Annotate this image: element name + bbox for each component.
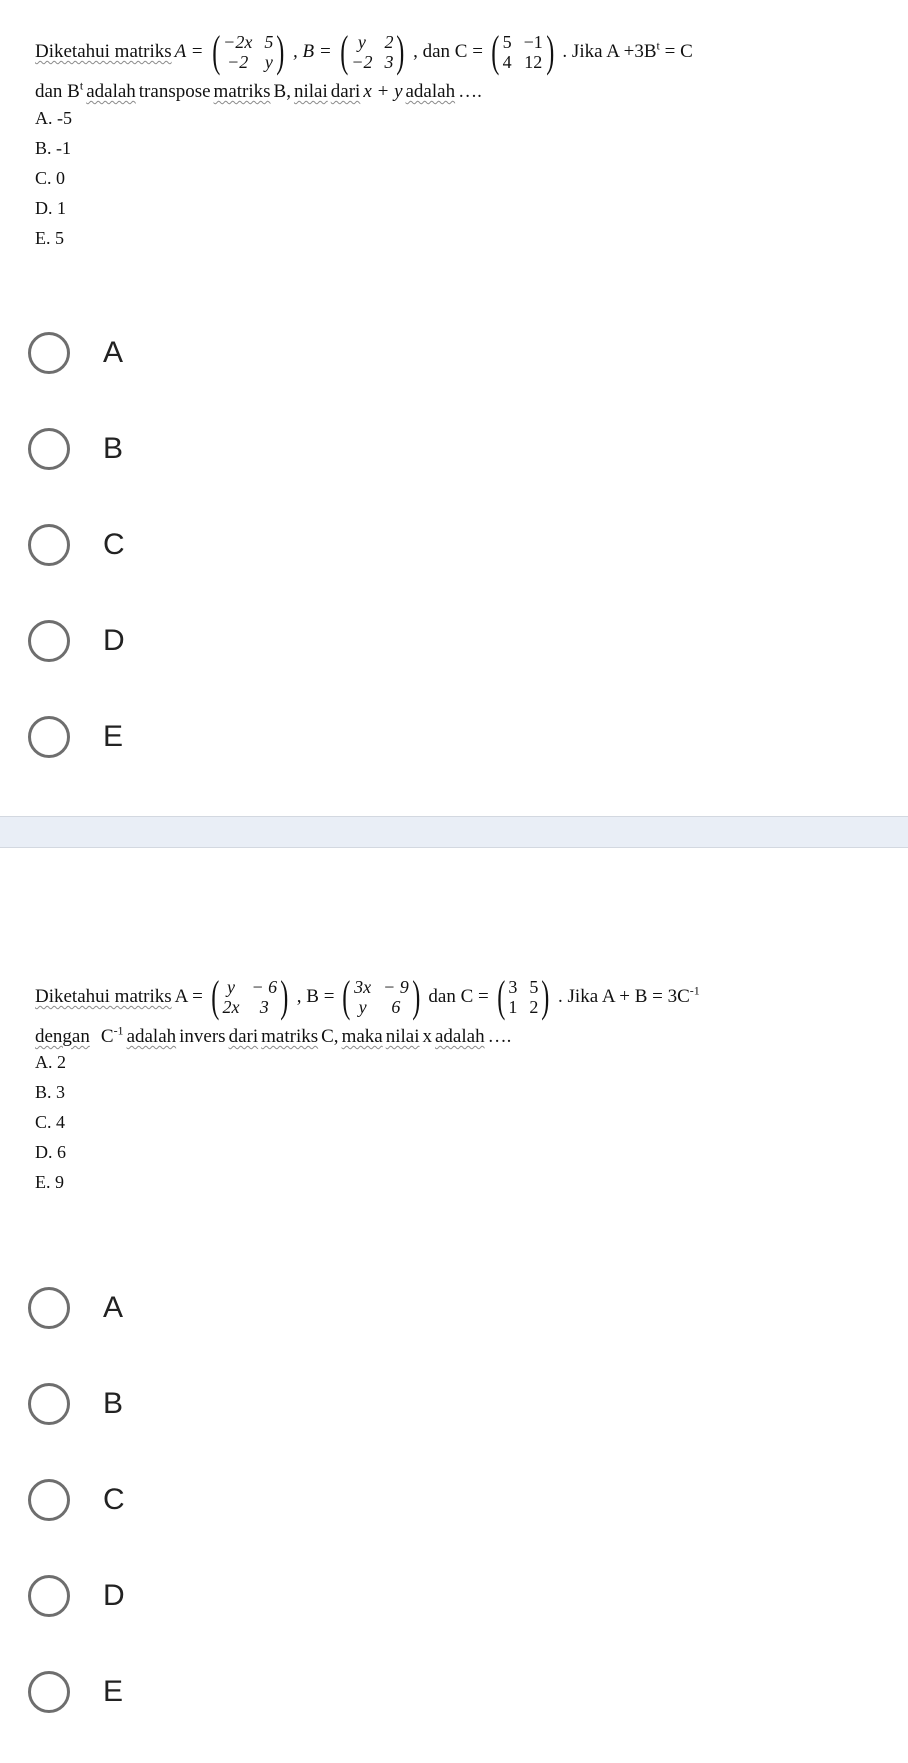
q2-matrix-b: ( 3x − 9 y 6 )	[342, 972, 421, 1021]
q1-a-21: −2	[227, 52, 249, 72]
q2-option-d[interactable]	[28, 1548, 125, 1644]
q1-option-c-label: C	[103, 528, 125, 561]
q2-matriks: matriks	[261, 1026, 319, 1047]
q1-matrix-b: ( y 2 −2 3 )	[339, 27, 405, 76]
q2-b-22: 6	[391, 997, 401, 1017]
q1-b-22: 3	[384, 52, 394, 72]
q2-matrix-a: ( y − 6 2x 3 )	[211, 972, 289, 1021]
question-2-choices	[35, 1047, 66, 1197]
q1-dan: dan $B^t$	[35, 78, 84, 102]
q2-option-b-label: B	[103, 1387, 124, 1420]
q1-option-e[interactable]	[28, 689, 125, 785]
q2-b-12: − 9	[383, 977, 409, 997]
q2-a-12: − 6	[251, 977, 278, 997]
question-2-options	[28, 1260, 125, 1740]
q1-choice-a: A. -5	[35, 108, 72, 128]
q2-c-22: 2	[529, 997, 539, 1017]
q2-option-e[interactable]	[28, 1644, 125, 1740]
q1-dari: dari	[330, 81, 361, 102]
q1-expr: x + y	[363, 81, 403, 102]
q2-option-c-label: C	[103, 1483, 125, 1516]
q1-option-a[interactable]	[28, 305, 125, 401]
q2-option-c[interactable]	[28, 1452, 125, 1548]
q2-c-name: dan C =	[428, 986, 489, 1007]
q1-radio-a-icon[interactable]	[28, 332, 70, 374]
q1-choice-d: D. 1	[35, 198, 66, 218]
q1-matrix-a: ( −2x 5 −2 y )	[211, 27, 285, 76]
q1-lead: Diketahui matriks	[35, 41, 172, 62]
q2-condition: . Jika $A + B = 3C^{-1}$	[558, 983, 700, 1007]
q1-a-12: 5	[264, 32, 274, 52]
q2-c-11: 3	[508, 977, 518, 997]
q2-dari: dari	[228, 1026, 259, 1047]
q2-a-11: y	[226, 977, 235, 997]
q2-b-11: 3x	[354, 977, 372, 997]
q1-b-comma: B,	[273, 81, 291, 102]
q1-adalah-2: adalah	[405, 81, 456, 102]
q2-maka: maka	[341, 1026, 383, 1047]
q1-ellipsis: ….	[458, 81, 482, 102]
q1-choice-c: C. 0	[35, 168, 66, 188]
question-1	[0, 0, 908, 810]
q2-option-a[interactable]	[28, 1260, 125, 1356]
q1-option-c[interactable]	[28, 497, 125, 593]
q2-radio-a-icon[interactable]	[28, 1287, 70, 1329]
q1-option-e-label: E	[103, 720, 124, 753]
q1-c-11: 5	[502, 32, 512, 52]
q1-a-name: A =	[174, 41, 204, 62]
q2-option-a-label: A	[103, 1291, 124, 1324]
q2-option-b[interactable]	[28, 1356, 125, 1452]
question-divider	[0, 816, 908, 848]
question-1-options	[28, 305, 125, 785]
q1-radio-e-icon[interactable]	[28, 716, 70, 758]
q2-a-name: A =	[174, 986, 203, 1007]
q2-radio-b-icon[interactable]	[28, 1383, 70, 1425]
q2-invers: invers	[179, 1026, 226, 1047]
q2-matrix-c: ( 3 5 1 2 )	[497, 972, 550, 1021]
q2-dengan: dengan	[35, 1026, 90, 1047]
q2-c-21: 1	[508, 997, 518, 1017]
q2-b-name: , B =	[296, 986, 335, 1007]
q1-a-22: y	[264, 52, 273, 72]
q2-x: x	[422, 1026, 432, 1047]
q2-adalah-2: adalah	[435, 1026, 485, 1047]
q2-radio-d-icon[interactable]	[28, 1575, 70, 1617]
q2-radio-c-icon[interactable]	[28, 1479, 70, 1521]
q1-radio-c-icon[interactable]	[28, 524, 70, 566]
q2-choice-a: A. 2	[35, 1052, 66, 1072]
q2-option-e-label: E	[103, 1675, 124, 1708]
q2-b-21: y	[358, 997, 367, 1017]
q1-option-a-label: A	[103, 336, 124, 369]
question-2-text	[35, 972, 888, 1051]
q1-nilai: nilai	[293, 81, 328, 102]
q2-a-22: 3	[259, 997, 269, 1017]
question-1-text	[35, 27, 888, 106]
q1-b-21: −2	[351, 52, 373, 72]
q2-ellipsis: ….	[487, 1026, 512, 1047]
q1-choice-b: B. -1	[35, 138, 71, 158]
q2-adalah: adalah	[126, 1026, 177, 1047]
q2-option-d-label: D	[103, 1579, 125, 1612]
q2-choice-d: D. 6	[35, 1142, 66, 1162]
question-2	[0, 850, 908, 1763]
q2-choice-e: E. 9	[35, 1172, 64, 1192]
q1-c-12: −1	[523, 32, 543, 52]
q1-radio-b-icon[interactable]	[28, 428, 70, 470]
q1-b-name: , B =	[292, 41, 332, 62]
q1-transpose: transpose	[138, 81, 211, 102]
q1-option-d[interactable]	[28, 593, 125, 689]
q2-c-comma: C,	[321, 1026, 339, 1047]
question-1-line-2	[35, 78, 888, 106]
q2-choice-b: B. 3	[35, 1082, 66, 1102]
q2-c-inverse: $C^{-1}$	[100, 1023, 124, 1047]
q2-lead: Diketahui matriks	[35, 986, 172, 1007]
q1-c-21: 4	[502, 52, 512, 72]
q1-b-12: 2	[384, 32, 394, 52]
q1-radio-d-icon[interactable]	[28, 620, 70, 662]
q2-choice-c: C. 4	[35, 1112, 66, 1132]
q1-matriks: matriks	[213, 81, 271, 102]
question-2-line-2	[35, 1023, 888, 1051]
q2-c-12: 5	[529, 977, 539, 997]
question-1-line-1	[35, 27, 888, 76]
q1-option-b-label: B	[103, 432, 124, 465]
q1-a-11: −2x	[223, 32, 253, 52]
q1-matrix-c: ( 5 −1 4 12 )	[491, 27, 555, 76]
q1-option-b[interactable]	[28, 401, 125, 497]
q1-condition: . Jika $A +3B^t = C$	[562, 38, 693, 62]
question-2-line-1	[35, 972, 888, 1021]
q2-radio-e-icon[interactable]	[28, 1671, 70, 1713]
q1-b-11: y	[357, 32, 366, 52]
question-1-choices	[35, 103, 72, 253]
q1-choice-e: E. 5	[35, 228, 64, 248]
q1-c-22: 12	[524, 52, 543, 72]
q1-option-d-label: D	[103, 624, 125, 657]
q2-nilai: nilai	[385, 1026, 420, 1047]
q2-a-21: 2x	[222, 997, 240, 1017]
q1-c-name: , dan C =	[413, 41, 483, 62]
q1-adalah: adalah	[86, 81, 136, 102]
